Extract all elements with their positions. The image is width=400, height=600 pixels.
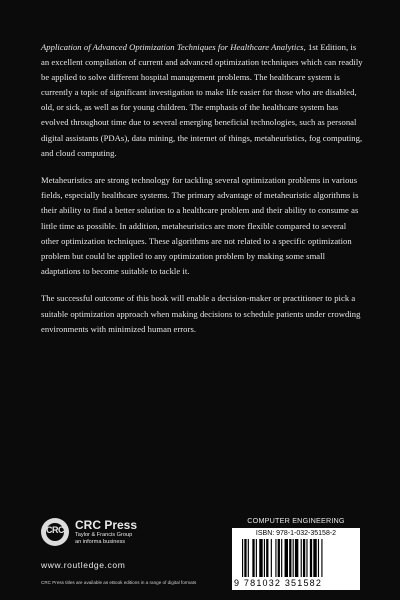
blurb-paragraph-1-text: , 1st Edition, is an excellent compilation of current and advanced optimization techniques which can readily be applied to solve different hospital management problems. The healthcare system is currently a topic of significant investigation to make life easier for those who are disabled, old, or sick, as well as for young children. The emphasis of the healthcare system has evolved throughout time due to several emerging beneficial technologies, such as personal digital assistants (PDAs), data mining, the internet of things, metaheuristics, fog computing, and cloud computing. (41, 42, 363, 158)
publisher-logo-row (41, 518, 241, 546)
publisher-block (41, 518, 241, 570)
barcode-bar (256, 539, 257, 577)
publisher-name: CRC Press (75, 517, 138, 532)
barcode-bar (242, 539, 243, 577)
publisher-url: www.routledge.com (41, 560, 126, 570)
barcode-bar (295, 539, 298, 577)
barcode-digits: 9 781032 351582 (234, 578, 323, 588)
barcode-bar (303, 539, 305, 577)
ebook-note: CRC Press titles are available as eBook editions in a range of digital formats (41, 580, 197, 585)
barcode-bar (293, 539, 294, 577)
barcode-bar (264, 539, 265, 577)
publisher-tagline: an informa business (75, 538, 126, 545)
isbn-label: ISBN: 978-1-032-35158-2 (255, 530, 337, 537)
barcode-bar (289, 539, 291, 577)
crc-logo-mark: CRC (46, 525, 64, 535)
publisher-group: Taylor & Francis Group (75, 531, 133, 538)
barcode-bar (301, 539, 302, 577)
barcode-bar (259, 539, 262, 577)
barcode-bar (244, 539, 246, 577)
back-cover-blurb (41, 40, 363, 349)
book-title: Application of Advanced Optimization Techniques for Healthcare Analytics (41, 42, 304, 52)
barcode-bar (313, 539, 316, 577)
barcode-bar (275, 539, 276, 577)
barcode-bar (306, 539, 307, 577)
barcode-bar (271, 539, 272, 577)
blurb-paragraph-2: Metaheuristics are strong technology for tackling several optimization problems in various fields, especially healthcare systems. The primary advantage of metaheuristic algorithms is their ability to find a better solution to a healthcare problem and their ability to consume as little time as possible. In addition, metaheuristics are more flexible compared to several other optimization techniques. These algorithms are not related to a specific optimization problem but could be applied to any optimization problem by making some small adaptations to become suitable to tackle it. (41, 175, 359, 276)
barcode-bar (285, 539, 288, 577)
barcode-bar (252, 539, 254, 577)
subject-category: COMPUTER ENGINEERING (247, 516, 345, 525)
barcode-bar (321, 539, 322, 577)
isbn-barcode (232, 528, 360, 590)
barcode-bar (266, 539, 268, 577)
blurb-paragraph-1 (41, 40, 363, 161)
barcode-bar (281, 539, 282, 577)
barcode-bar (248, 539, 249, 577)
barcode-bar (318, 539, 319, 577)
barcode-bars-icon (242, 539, 350, 577)
blurb-paragraph-3: The successful outcome of this book will enable a decision-maker or practitioner to pick a suitable optimization approach when making decisions to schedule patients under crowding environments with minimized human errors. (41, 293, 361, 334)
crc-press-logo-icon (41, 518, 69, 546)
barcode-bar (278, 539, 280, 577)
publisher-wordmark (75, 519, 137, 546)
barcode-bar (310, 539, 312, 577)
